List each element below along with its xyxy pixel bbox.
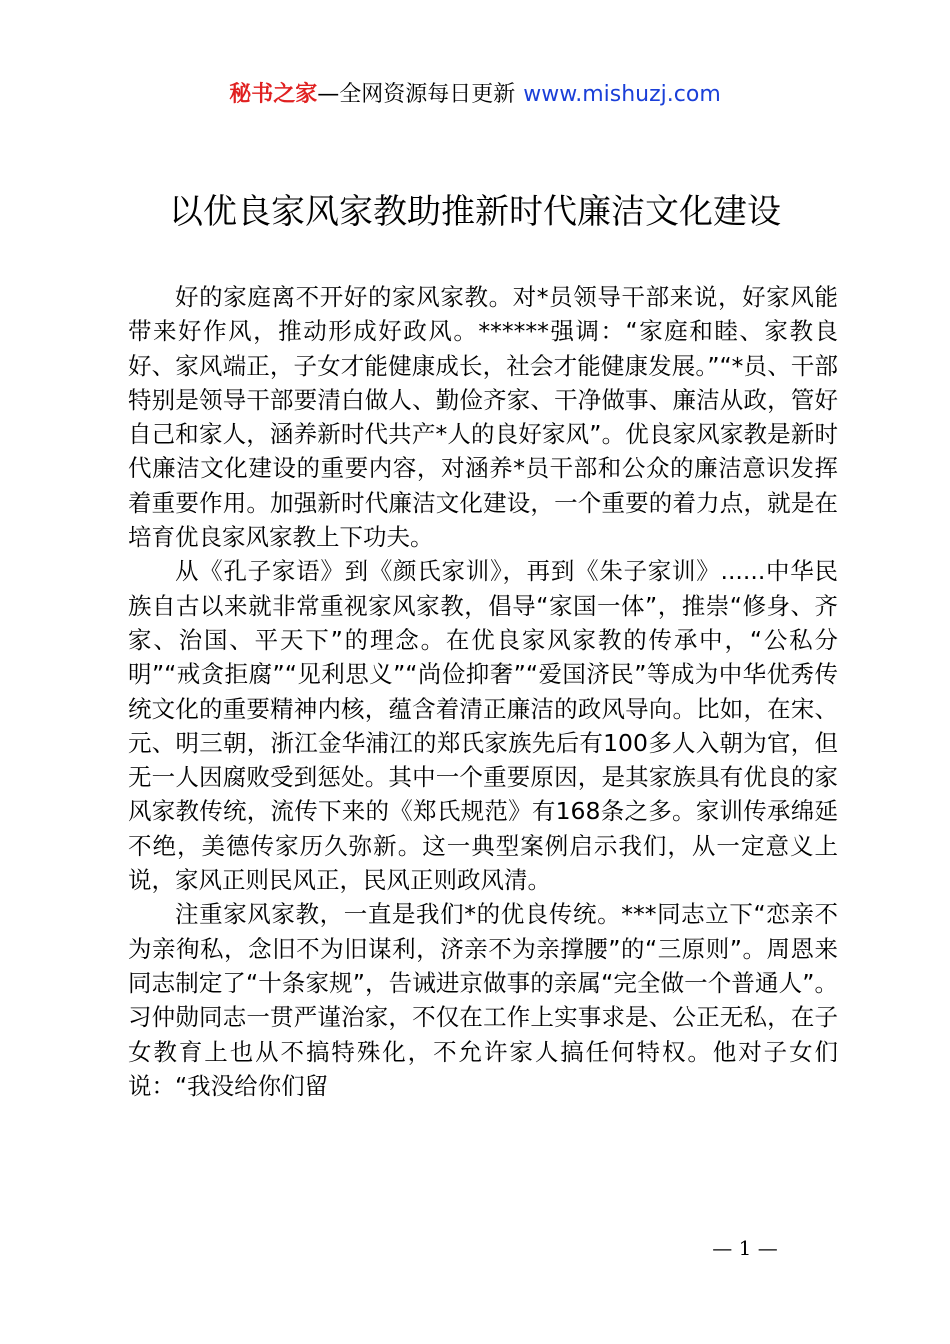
site-header	[0, 80, 950, 110]
site-brand: 秘书之家	[229, 82, 318, 107]
site-tagline: —全网资源每日更新	[317, 82, 516, 107]
body-paragraph-2: 从《孔子家语》到《颜氏家训》，再到《朱子家训》......中华民族自古以来就非常重视家风家教，倡导“家国一体”，推崇“修身、齐家、治国、平天下”的理念。在优良家风家教的传承中，“公私分明”“戒贪拒腐”“见利思义”“尚俭抑奢”“爱国济民”等成为中华优秀传统文化的重要精神内核，蕴含着清正廉洁的政风导向。比如，在宋、元、明三朝，浙江金华浦江的郑氏家族先后有100多人入朝为官，但无一人因腐败受到惩处。其中一个重要原因，是其家族具有优良的家风家教传统，流传下来的《郑氏规范》有168条之多。家训传承绵延不绝，美德传家历久弥新。这一典型案例启示我们，从一定意义上说，家风正则民风正，民风正则政风清。	[128, 557, 838, 895]
site-url-link[interactable]: www.mishuzj.com	[523, 82, 721, 107]
document-body	[128, 280, 838, 1103]
body-paragraph-3: 注重家风家教，一直是我们*的优良传统。***同志立下“恋亲不为亲徇私，念旧不为旧谋利，济亲不为亲撑腰”的“三原则”。周恩来同志制定了“十条家规”，告诫进京做事的亲属“完全做一个普通人”。习仲勋同志一贯严谨治家，不仅在工作上实事求是、公正无私，在子女教育上也从不搞特殊化，不允许家人搞任何特权。他对子女们说：“我没给你们留	[128, 900, 838, 1100]
page-number: — 1 —	[712, 1236, 778, 1260]
document-title: 以优良家风家教助推新时代廉洁文化建设	[169, 192, 781, 232]
body-paragraph-1: 好的家庭离不开好的家风家教。对*员领导干部来说，好家风能带来好作风，推动形成好政风。******强调：“家庭和睦、家教良好、家风端正，子女才能健康成长，社会才能健康发展。”“*员、干部特别是领导干部要清白做人、勤俭齐家、干净做事、廉洁从政，管好自己和家人，涵养新时代共产*人的良好家风”。优良家风家教是新时代廉洁文化建设的重要内容，对涵养*员干部和公众的廉洁意识发挥着重要作用。加强新时代廉洁文化建设，一个重要的着力点，就是在培育优良家风家教上下功夫。	[128, 283, 838, 552]
